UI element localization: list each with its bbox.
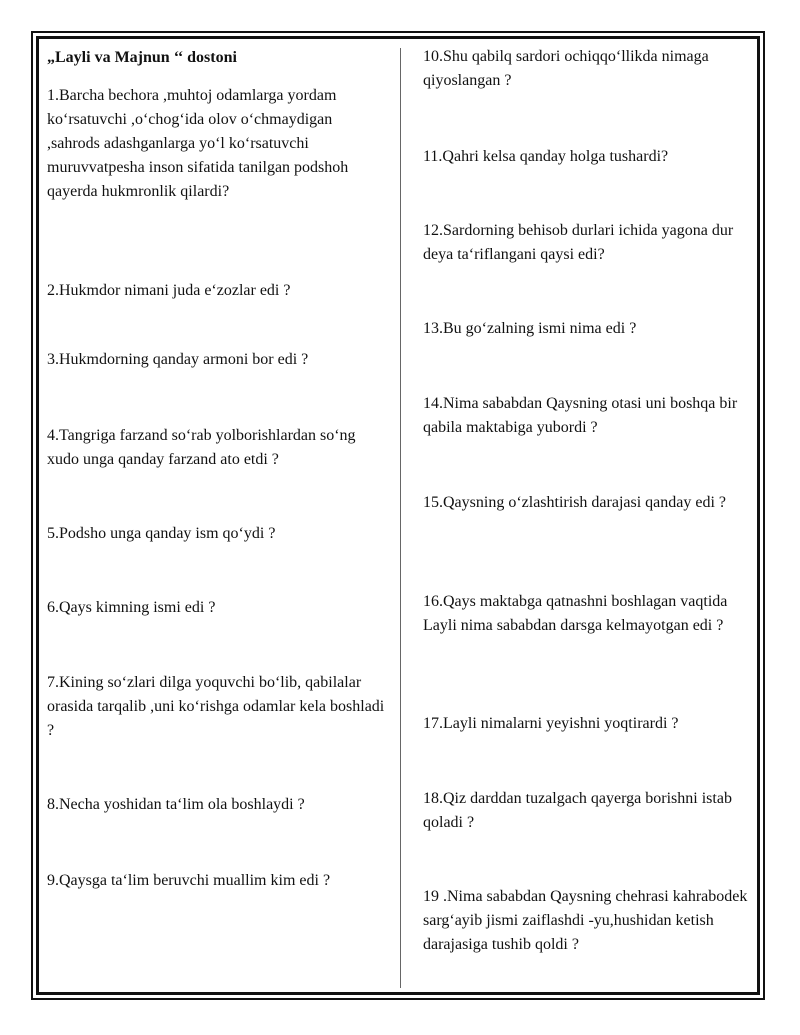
question-3: 3.Hukmdorning qanday armoni bor edi ? [47, 351, 309, 368]
question-13: 13.Bu go‘zalning ismi nima edi ? [423, 320, 637, 337]
question-11: 11.Qahri kelsa qanday holga tushardi? [423, 148, 669, 165]
question-15: 15.Qaysning o‘zlashtirish darajasi qanday edi ? [423, 494, 727, 511]
question-1: 1.Barcha bechora ,muhtoj odamlarga yordam ko‘rsatuvchi ,o‘chog‘ida olov o‘chmaydigan ,sahrods adashganlarga yo‘l ko‘rsatuvchi muruvvatpesha inson sifatida tanilgan podshoh qayerda hukmronlik qilardi? [47, 87, 349, 200]
question-12: 12.Sardorning behisob durlari ichida yagona dur deya ta‘riflangani qaysi edi? [423, 222, 734, 263]
question-9: 9.Qaysga ta‘lim beruvchi muallim kim edi ? [47, 872, 331, 889]
question-2: 2.Hukmdor nimani juda e‘zozlar edi ? [47, 282, 291, 299]
question-10: 10.Shu qabilq sardori ochiqqo‘llikda nimaga qiyoslangan ? [423, 48, 709, 89]
question-18: 18.Qiz darddan tuzalgach qayerga borishni istab qoladi ? [423, 790, 732, 831]
document-title: „Layli va Majnun ‘‘ dostoni [47, 49, 237, 66]
question-17: 17.Layli nimalarni yeyishni yoqtirardi ? [423, 715, 679, 732]
question-4: 4.Tangriga farzand so‘rab yolborishlardan so‘ng xudo unga qanday farzand ato etdi ? [47, 427, 356, 468]
question-14: 14.Nima sababdan Qaysning otasi uni boshqa bir qabila maktabiga yubordi ? [423, 395, 738, 436]
question-19: 19 .Nima sababdan Qaysning chehrasi kahrabodek sarg‘ayib jismi zaiflashdi -yu,hushidan ketish darajasiga tushib qoldi ? [423, 888, 748, 953]
question-5: 5.Podsho unga qanday ism qo‘ydi ? [47, 525, 276, 542]
question-16: 16.Qays maktabga qatnashni boshlagan vaqtida Layli nima sababdan darsga kelmayotgan edi ? [423, 593, 728, 634]
question-8: 8.Necha yoshidan ta‘lim ola boshlaydi ? [47, 796, 305, 813]
column-divider [400, 48, 401, 988]
question-6: 6.Qays kimning ismi edi ? [47, 599, 216, 616]
question-7: 7.Kining so‘zlari dilga yoquvchi bo‘lib, qabilalar orasida tarqalib ,uni ko‘rishga odamlar kela boshladi ? [47, 674, 385, 739]
